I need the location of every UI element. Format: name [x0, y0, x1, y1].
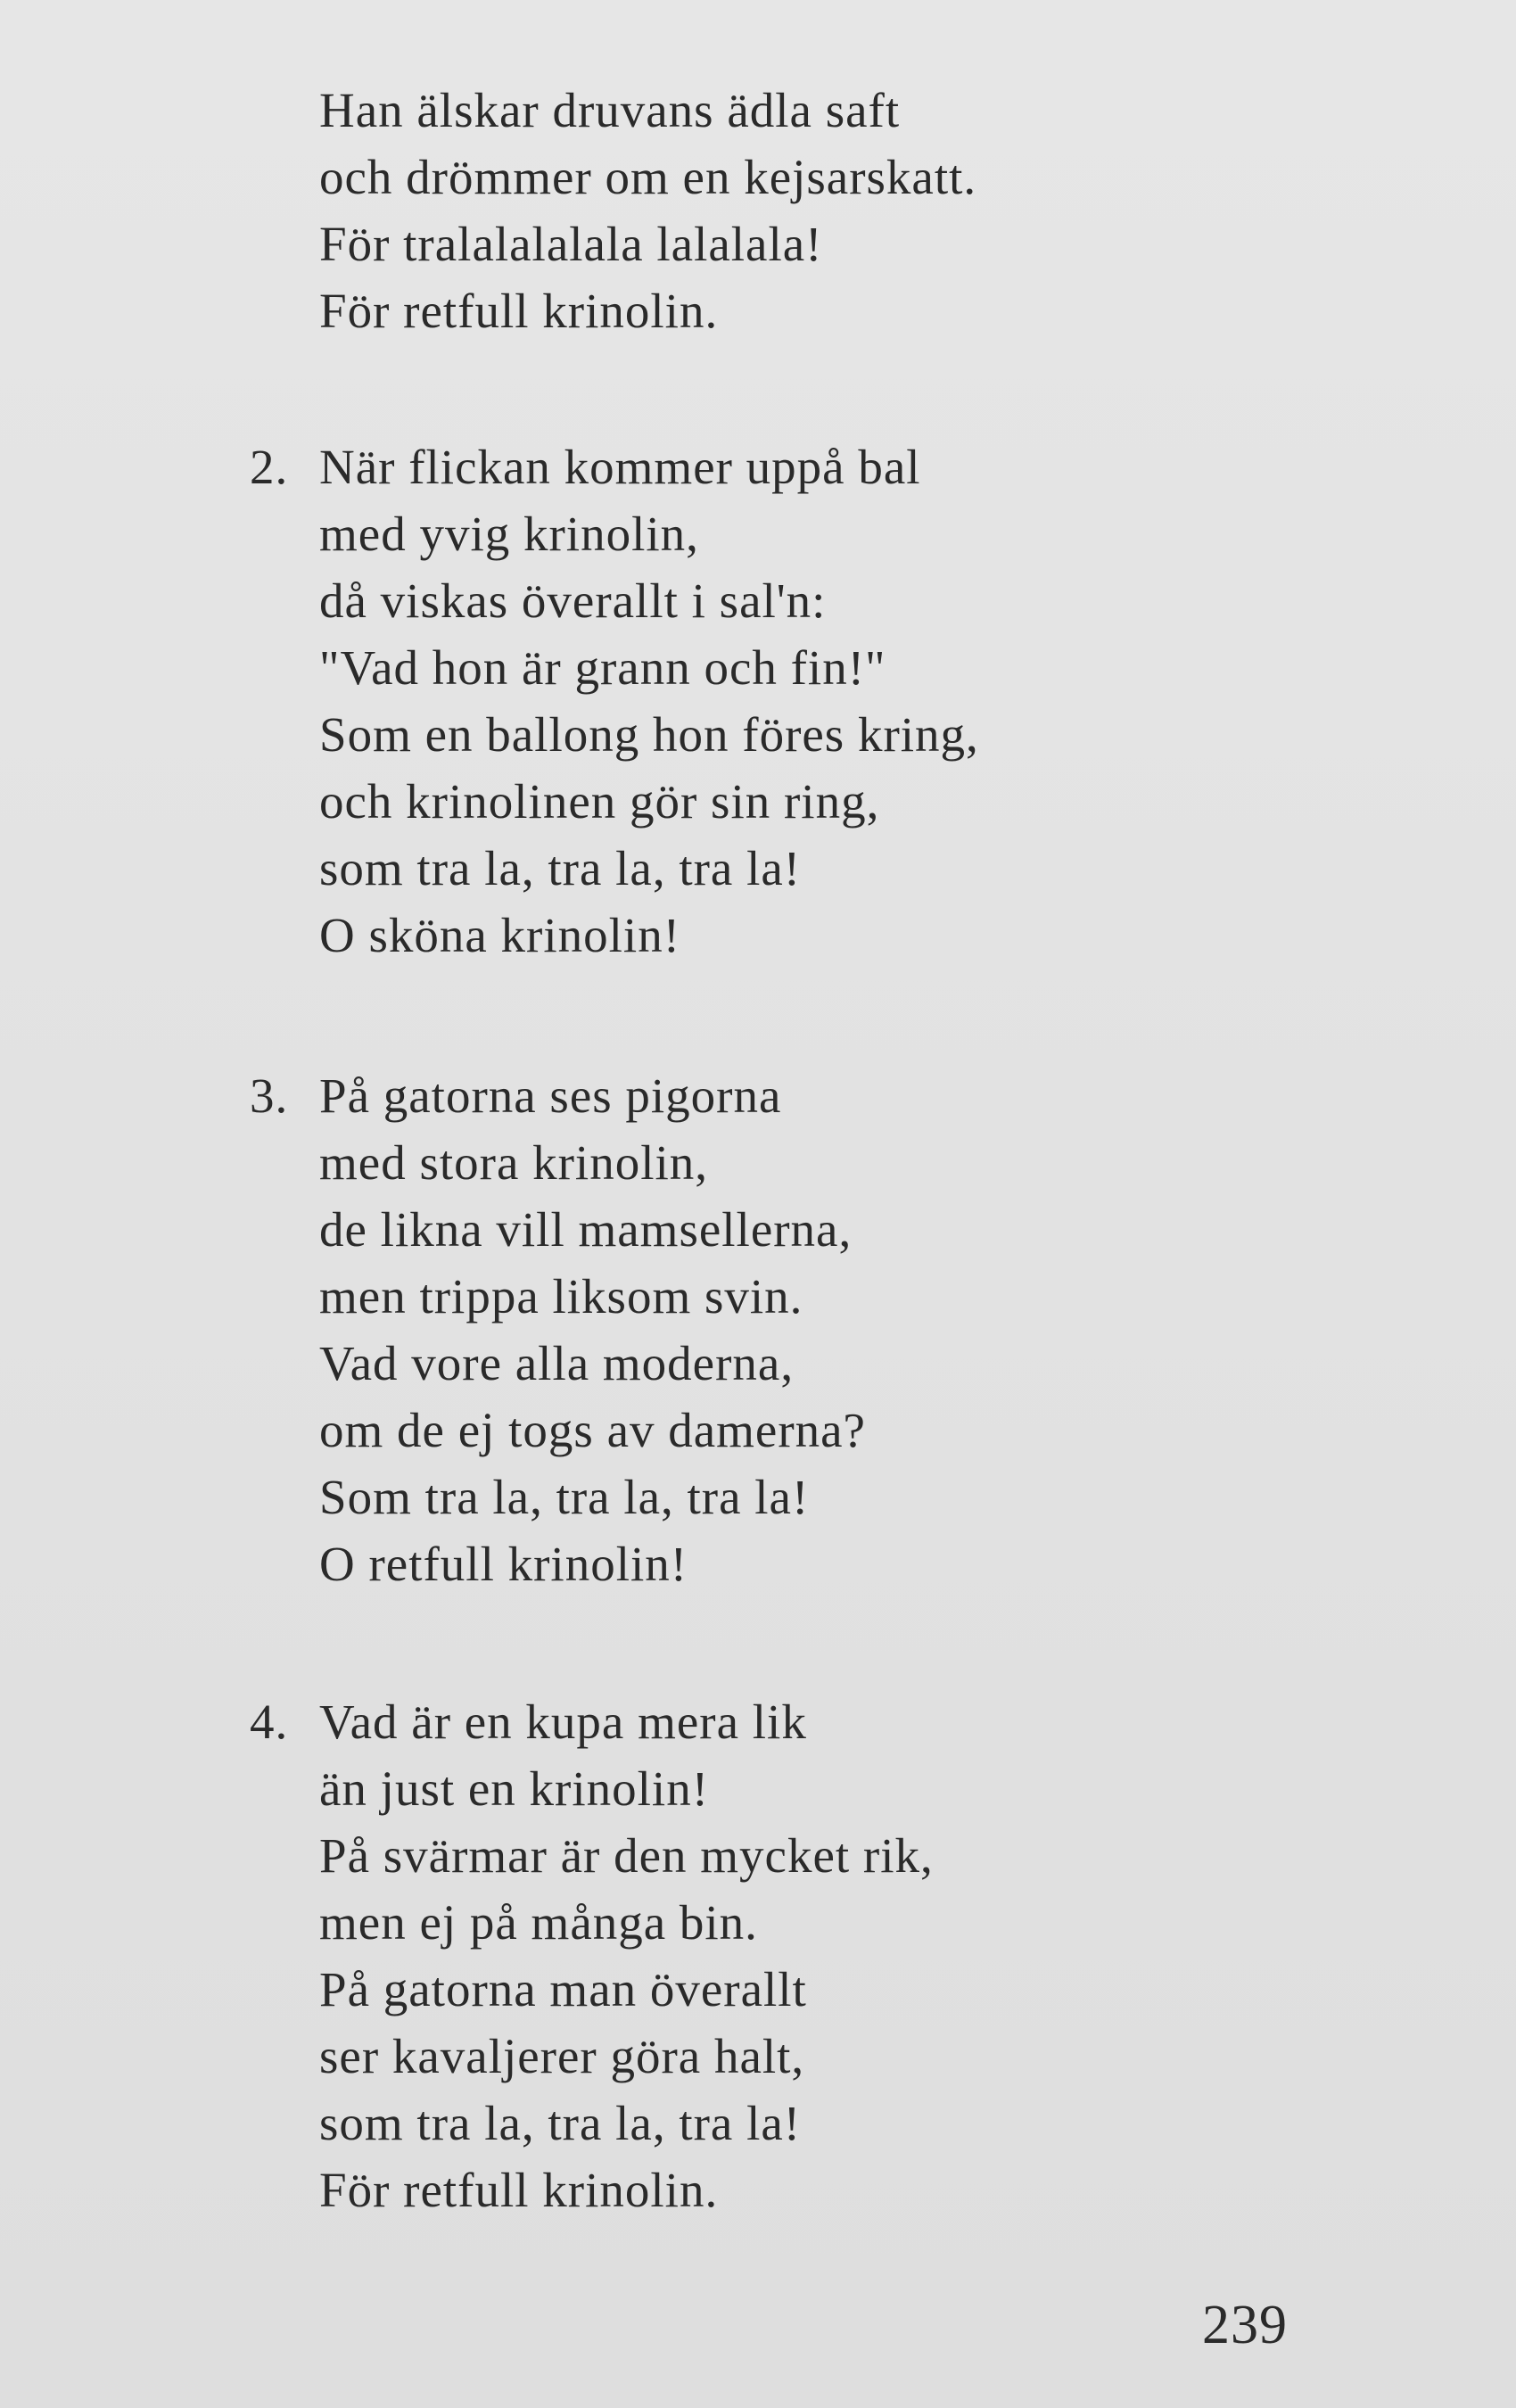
stanza-line: När flickan kommer uppå bal [319, 440, 921, 494]
stanza-line: då viskas överallt i sal'n: [319, 573, 827, 628]
stanza-line: På svärmar är den mycket rik, [319, 1828, 934, 1883]
stanza-line: Vad är en kupa mera lik [319, 1695, 807, 1749]
stanza-number: 4. [250, 1695, 289, 1749]
stanza-1 [319, 77, 976, 344]
stanza-number: 3. [250, 1068, 289, 1123]
stanza-line: Som en ballong hon föres kring, [319, 707, 979, 762]
stanza-line: och drömmer om en kejsarskatt. [319, 150, 977, 204]
stanza-line: Som tra la, tra la, tra la! [319, 1470, 810, 1524]
stanza-2 [250, 433, 979, 969]
stanza-line: På gatorna man överallt [319, 1962, 807, 2016]
stanza-line: Han älskar druvans ädla saft [319, 83, 901, 137]
stanza-4 [250, 1688, 934, 2223]
stanza-3 [250, 1062, 866, 1597]
stanza-number: 2. [250, 440, 289, 494]
stanza-line: som tra la, tra la, tra la! [319, 841, 802, 895]
stanza-line: För retfull krinolin. [319, 284, 719, 338]
stanza-line: de likna vill mamsellerna, [319, 1202, 853, 1257]
stanza-line: med stora krinolin, [319, 1135, 709, 1190]
stanza-line: som tra la, tra la, tra la! [319, 2096, 802, 2150]
stanza-line: än just en krinolin! [319, 1761, 710, 1816]
stanza-line: om de ej togs av damerna? [319, 1403, 866, 1457]
stanza-line: För retfull krinolin. [319, 2163, 719, 2217]
stanza-line: och krinolinen gör sin ring, [319, 774, 880, 829]
stanza-line: O sköna krinolin! [319, 908, 681, 962]
stanza-line: O retfull krinolin! [319, 1537, 688, 1591]
page-number: 239 [1202, 2295, 1288, 2355]
stanza-line: Vad vore alla moderna, [319, 1336, 795, 1390]
stanza-line: men trippa liksom svin. [319, 1269, 803, 1324]
stanza-line: ser kavaljerer göra halt, [319, 2029, 805, 2083]
stanza-line: "Vad hon är grann och fin!" [319, 640, 886, 695]
stanza-line: med yvig krinolin, [319, 507, 699, 561]
stanza-line: På gatorna ses pigorna [319, 1068, 782, 1123]
stanza-line: men ej på många bin. [319, 1895, 758, 1950]
stanza-line: För tralalalalala lalalala! [319, 217, 823, 271]
